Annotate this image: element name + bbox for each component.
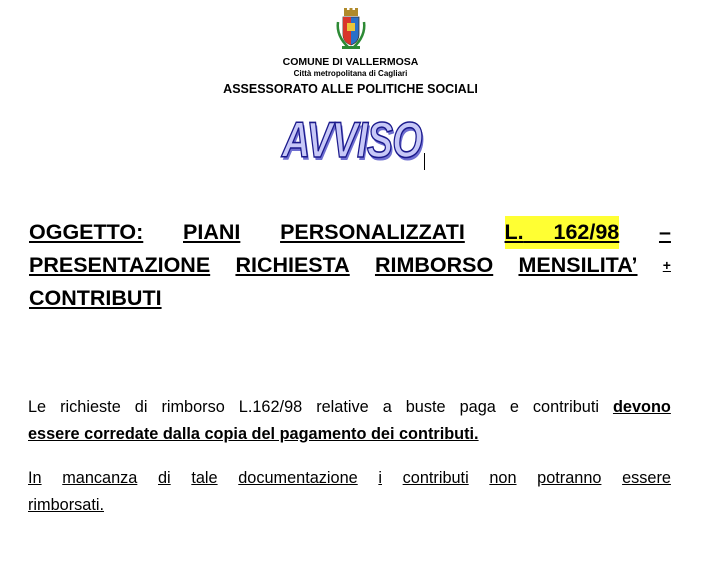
paragraph-line [28,465,671,492]
word: contributi [402,469,469,487]
word: Le [28,398,47,416]
oggetto-word: – [658,220,671,244]
word: non [489,469,517,487]
oggetto-word: MENSILITA’ [518,253,638,277]
word: di [158,469,171,487]
oggetto-word: PERSONALIZZATI [280,220,465,244]
paragraph-mancanza [28,465,671,519]
oggetto-line-1 [29,216,671,249]
paragraph-line [28,394,671,421]
law-reference-highlight [505,216,620,249]
word: tale [191,469,218,487]
word: a [382,398,392,416]
word: contributi [532,398,599,416]
word: richieste [60,398,121,416]
word: L.162/98 [238,398,303,416]
emphasis-text: essere corredate dalla copia del pagamento dei contributi. [28,425,479,443]
citta-metropolitana: Città metropolitana di Cagliari [293,69,408,78]
word: essere [622,469,671,487]
emphasis-word: devono [612,398,671,416]
oggetto-heading [29,216,671,315]
avviso-wordart [282,112,432,172]
municipal-crest-icon [333,8,369,52]
word: e [509,398,519,416]
document-header [0,8,701,97]
word: relative [316,398,369,416]
word: paga [459,398,496,416]
comune-name: COMUNE DI VALLERMOSA [282,56,419,68]
word: mancanza [62,469,138,487]
oggetto-word: + [662,257,671,273]
paragraph-line [28,421,671,448]
oggetto-word: OGGETTO: [29,220,144,244]
word: buste [405,398,446,416]
word: i [378,469,382,487]
word: rimborso [161,398,225,416]
word: In [28,469,42,487]
text-cursor [424,153,425,170]
avviso-title: AVVISO [282,112,422,168]
word: potranno [537,469,602,487]
paragraph-richieste [28,394,671,448]
oggetto-line-3: CONTRIBUTI [29,286,162,310]
assessorato-title: ASSESSORATO ALLE POLITICHE SOCIALI [223,82,478,96]
oggetto-word: 162/98 [553,220,620,244]
oggetto-word: RICHIESTA [235,253,350,277]
word: di [134,398,148,416]
oggetto-word: L. [504,220,524,244]
oggetto-word: PIANI [183,220,241,244]
oggetto-word: PRESENTAZIONE [29,253,211,277]
oggetto-line-2 [29,249,671,282]
paragraph-line: rimborsati. [28,496,104,514]
word: documentazione [238,469,358,487]
oggetto-word: RIMBORSO [374,253,494,277]
